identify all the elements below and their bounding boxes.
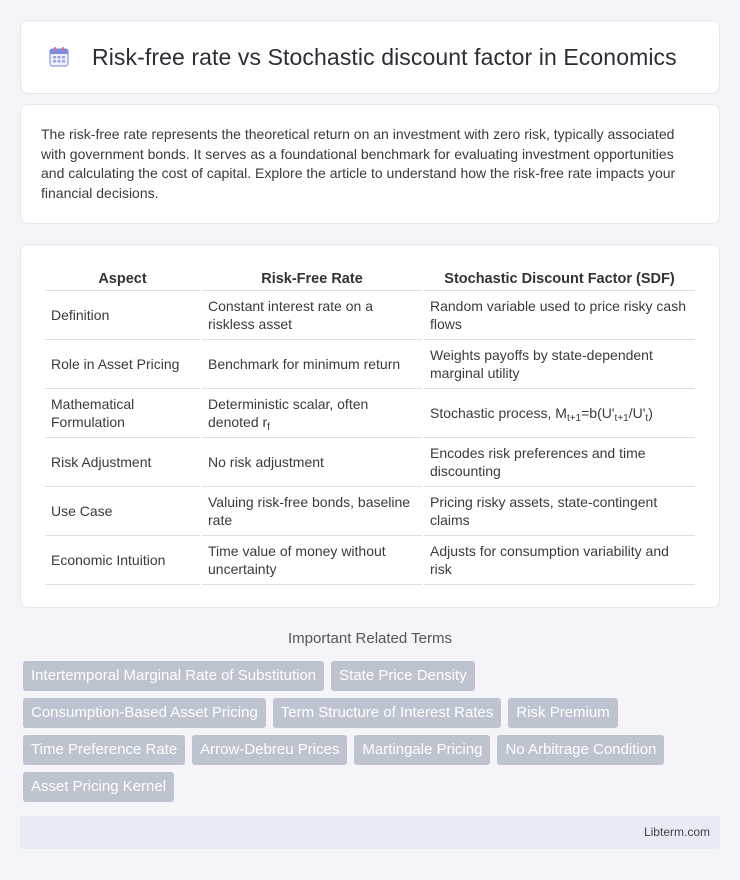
row-aspect: Economic Intuition (45, 536, 200, 585)
row-aspect: Mathematical Formulation (45, 389, 200, 438)
row-aspect: Risk Adjustment (45, 438, 200, 487)
row-aspect: Definition (45, 291, 200, 340)
row-risk-free: Constant interest rate on a riskless asset (202, 291, 422, 340)
row-sdf: Encodes risk preferences and time discounting (424, 438, 695, 487)
table-row (45, 291, 695, 340)
related-term-tag[interactable]: Term Structure of Interest Rates (273, 698, 502, 728)
footer-site-link[interactable]: Libterm.com (643, 825, 710, 839)
page-title: Risk-free rate vs Stochastic discount factor in Economics (92, 43, 677, 70)
row-aspect: Use Case (45, 487, 200, 536)
row-sdf: Pricing risky assets, state-contingent claims (424, 487, 695, 536)
intro-text: The risk-free rate represents the theoretical return on an investment with zero risk, typically associated with government bonds. It serves as a foundational benchmark for evaluating investment opportunities and calculating the cost of capital. Explore the article to understand how the risk-free rate impacts your financial decisions. (41, 126, 676, 201)
header-sdf: Stochastic Discount Factor (SDF) (424, 265, 695, 291)
table-row (45, 536, 695, 585)
related-term-tag[interactable]: Martingale Pricing (354, 735, 490, 765)
table-row (45, 438, 695, 487)
header-risk-free-rate: Risk-Free Rate (202, 265, 422, 291)
table-row (45, 389, 695, 438)
row-risk-free: Valuing risk-free bonds, baseline rate (202, 487, 422, 536)
intro-card (20, 104, 720, 224)
comparison-table-card (20, 244, 720, 608)
related-term-tag[interactable]: Time Preference Rate (23, 735, 185, 765)
footer (20, 816, 720, 849)
related-term-tag[interactable]: Asset Pricing Kernel (23, 772, 174, 802)
related-term-tag[interactable]: Arrow-Debreu Prices (192, 735, 347, 765)
related-term-tag[interactable]: Intertemporal Marginal Rate of Substitution (23, 661, 324, 691)
comparison-table (43, 265, 697, 585)
title-card (20, 20, 720, 94)
table-row (45, 487, 695, 536)
header-aspect: Aspect (45, 265, 200, 291)
row-sdf: Adjusts for consumption variability and risk (424, 536, 695, 585)
calendar-icon (46, 44, 72, 70)
row-risk-free: No risk adjustment (202, 438, 422, 487)
table-header-row (45, 265, 695, 291)
row-risk-free: Benchmark for minimum return (202, 340, 422, 389)
related-term-tag[interactable]: State Price Density (331, 661, 475, 691)
row-aspect: Role in Asset Pricing (45, 340, 200, 389)
table-row (45, 340, 695, 389)
row-risk-free: Time value of money without uncertainty (202, 536, 422, 585)
related-term-tag[interactable]: Risk Premium (508, 698, 617, 728)
related-terms-title: Important Related Terms (288, 630, 452, 647)
related-term-tag[interactable]: Consumption-Based Asset Pricing (23, 698, 266, 728)
row-sdf: Weights payoffs by state-dependent marginal utility (424, 340, 695, 389)
related-terms-list (23, 661, 723, 802)
row-sdf: Stochastic process, $M_{t+1}=b(U'_{t+1}/U'_t)$ (424, 389, 695, 438)
row-sdf: Random variable used to price risky cash flows (424, 291, 695, 340)
row-risk-free: Deterministic scalar, often denoted $r_f$ (202, 389, 422, 438)
related-term-tag[interactable]: No Arbitrage Condition (497, 735, 664, 765)
